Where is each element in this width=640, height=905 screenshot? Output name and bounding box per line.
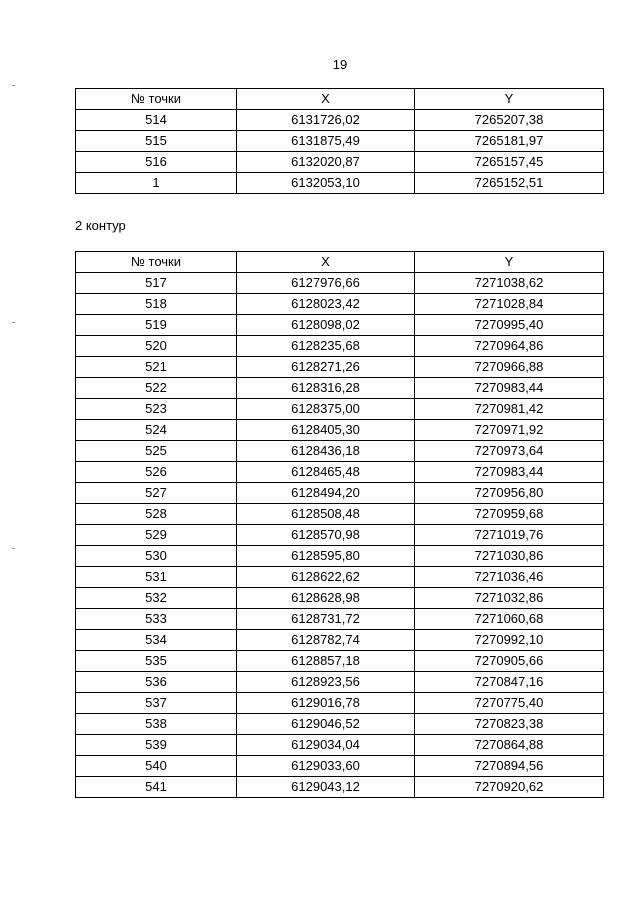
table-row (76, 336, 604, 357)
cell-y: 7270992,10 (415, 630, 604, 651)
cell-point-number: 535 (76, 651, 237, 672)
cell-x: 6128023,42 (237, 294, 415, 315)
cell-y: 7270983,44 (415, 462, 604, 483)
cell-y: 7270894,56 (415, 756, 604, 777)
table-row (76, 567, 604, 588)
cell-y: 7270964,86 (415, 336, 604, 357)
cell-point-number: 524 (76, 420, 237, 441)
page-number: 19 (332, 57, 348, 72)
cell-point-number: 538 (76, 714, 237, 735)
margin-mark (12, 85, 15, 86)
cell-y: 7271019,76 (415, 525, 604, 546)
cell-x: 6128857,18 (237, 651, 415, 672)
table-row (76, 756, 604, 777)
cell-x: 6128508,48 (237, 504, 415, 525)
cell-x: 6127976,66 (237, 273, 415, 294)
table-row (76, 483, 604, 504)
cell-y: 7270971,92 (415, 420, 604, 441)
cell-x: 6128375,00 (237, 399, 415, 420)
table-row (76, 152, 604, 173)
section-title-contour-2: 2 контур (75, 218, 126, 233)
table-header-row (76, 89, 604, 110)
table-row (76, 441, 604, 462)
cell-x: 6132020,87 (237, 152, 415, 173)
cell-x: 6131875,49 (237, 131, 415, 152)
cell-x: 6131726,02 (237, 110, 415, 131)
cell-y: 7270956,80 (415, 483, 604, 504)
cell-point-number: 534 (76, 630, 237, 651)
table-row (76, 609, 604, 630)
cell-point-number: 518 (76, 294, 237, 315)
cell-y: 7270981,42 (415, 399, 604, 420)
cell-point-number: 523 (76, 399, 237, 420)
cell-y: 7271028,84 (415, 294, 604, 315)
cell-point-number: 516 (76, 152, 237, 173)
cell-point-number: 529 (76, 525, 237, 546)
cell-point-number: 527 (76, 483, 237, 504)
cell-x: 6129033,60 (237, 756, 415, 777)
table-row (76, 651, 604, 672)
table-row (76, 672, 604, 693)
cell-x: 6129046,52 (237, 714, 415, 735)
cell-point-number: 536 (76, 672, 237, 693)
margin-mark (12, 548, 15, 549)
cell-y: 7270920,62 (415, 777, 604, 798)
cell-x: 6128782,74 (237, 630, 415, 651)
table-row (76, 131, 604, 152)
table-row (76, 714, 604, 735)
cell-point-number: 531 (76, 567, 237, 588)
cell-y: 7270775,40 (415, 693, 604, 714)
cell-y: 7270905,66 (415, 651, 604, 672)
cell-x: 6128405,30 (237, 420, 415, 441)
column-header-y: Y (415, 252, 604, 273)
cell-y: 7270995,40 (415, 315, 604, 336)
cell-x: 6128098,02 (237, 315, 415, 336)
cell-point-number: 519 (76, 315, 237, 336)
coordinates-table-2 (75, 251, 604, 798)
table-row (76, 294, 604, 315)
table-row (76, 735, 604, 756)
cell-y: 7270864,88 (415, 735, 604, 756)
table-row (76, 357, 604, 378)
cell-x: 6128235,68 (237, 336, 415, 357)
table-row (76, 630, 604, 651)
cell-x: 6128465,48 (237, 462, 415, 483)
column-header-x: X (237, 252, 415, 273)
table-row (76, 420, 604, 441)
cell-y: 7271036,46 (415, 567, 604, 588)
table-row (76, 777, 604, 798)
cell-y: 7270966,88 (415, 357, 604, 378)
cell-point-number: 541 (76, 777, 237, 798)
cell-y: 7270983,44 (415, 378, 604, 399)
column-header-y: Y (415, 89, 604, 110)
cell-y: 7265207,38 (415, 110, 604, 131)
table-row (76, 546, 604, 567)
cell-x: 6128628,98 (237, 588, 415, 609)
cell-point-number: 1 (76, 173, 237, 194)
cell-point-number: 539 (76, 735, 237, 756)
cell-x: 6129034,04 (237, 735, 415, 756)
table-row (76, 588, 604, 609)
table-row (76, 315, 604, 336)
cell-y: 7265181,97 (415, 131, 604, 152)
cell-point-number: 532 (76, 588, 237, 609)
cell-x: 6128271,26 (237, 357, 415, 378)
table-row (76, 693, 604, 714)
cell-point-number: 514 (76, 110, 237, 131)
coordinates-table-1 (75, 88, 604, 194)
cell-y: 7271038,62 (415, 273, 604, 294)
table-row (76, 110, 604, 131)
cell-x: 6128595,80 (237, 546, 415, 567)
table-header-row (76, 252, 604, 273)
table-row (76, 504, 604, 525)
cell-x: 6128436,18 (237, 441, 415, 462)
cell-x: 6129016,78 (237, 693, 415, 714)
cell-y: 7270959,68 (415, 504, 604, 525)
cell-point-number: 520 (76, 336, 237, 357)
cell-x: 6128494,20 (237, 483, 415, 504)
cell-x: 6128570,98 (237, 525, 415, 546)
cell-point-number: 537 (76, 693, 237, 714)
cell-point-number: 522 (76, 378, 237, 399)
column-header-point-number: № точки (76, 252, 237, 273)
cell-point-number: 540 (76, 756, 237, 777)
table-row (76, 378, 604, 399)
cell-y: 7271030,86 (415, 546, 604, 567)
cell-y: 7270823,38 (415, 714, 604, 735)
cell-y: 7265152,51 (415, 173, 604, 194)
cell-point-number: 521 (76, 357, 237, 378)
cell-y: 7271060,68 (415, 609, 604, 630)
cell-y: 7270847,16 (415, 672, 604, 693)
cell-y: 7270973,64 (415, 441, 604, 462)
cell-y: 7271032,86 (415, 588, 604, 609)
cell-point-number: 530 (76, 546, 237, 567)
cell-point-number: 526 (76, 462, 237, 483)
table-row (76, 173, 604, 194)
cell-point-number: 525 (76, 441, 237, 462)
table-row (76, 462, 604, 483)
cell-point-number: 517 (76, 273, 237, 294)
cell-x: 6128316,28 (237, 378, 415, 399)
table-row (76, 525, 604, 546)
cell-x: 6132053,10 (237, 173, 415, 194)
cell-x: 6129043,12 (237, 777, 415, 798)
cell-point-number: 515 (76, 131, 237, 152)
cell-y: 7265157,45 (415, 152, 604, 173)
cell-point-number: 533 (76, 609, 237, 630)
cell-point-number: 528 (76, 504, 237, 525)
table-row (76, 399, 604, 420)
column-header-point-number: № точки (76, 89, 237, 110)
cell-x: 6128622,62 (237, 567, 415, 588)
table-row (76, 273, 604, 294)
column-header-x: X (237, 89, 415, 110)
cell-x: 6128731,72 (237, 609, 415, 630)
margin-mark (12, 322, 15, 323)
cell-x: 6128923,56 (237, 672, 415, 693)
